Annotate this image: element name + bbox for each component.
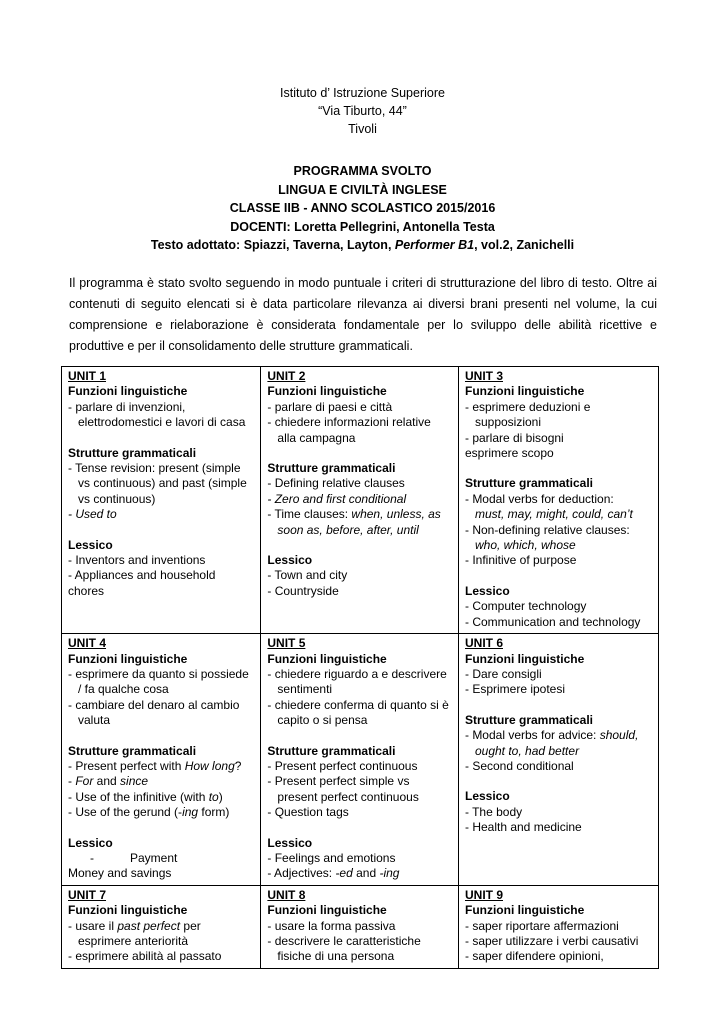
unit-title: UNIT 4 [68,636,107,651]
unit-title: UNIT 9 [464,887,503,902]
list-item: - Question tags [267,805,349,820]
textbook-title: Performer B1 [394,238,475,252]
functions-label: Funzioni linguistiche [464,651,585,666]
unit-title: UNIT 8 [267,887,306,902]
intro-paragraph: Il programma è stato svolto seguendo in modo puntuale i criteri di strutturazione del libro di testo. Oltre ai contenuti di seguito elencati si è data particolare rilevanza ai diversi brani presenti nel volume, la cui comprensione e rielaborazione è considerata fondamentale per lo sviluppo delle abilità ricettive e produttive e per il consolidamento delle strutture grammaticali. [69,276,657,353]
unit-title: UNIT 2 [267,369,306,383]
functions-label: Funzioni linguistiche [267,903,387,918]
list-item: - parlare di invenzioni, elettrodomestici e lavori di casa [68,399,246,430]
functions-label: Funzioni linguistiche [68,903,188,918]
program-subject: LINGUA E CIVILTÀ INGLESE [278,182,447,197]
program-teachers: DOCENTI: Loretta Pellegrini, Antonella Testa [230,219,495,234]
list-item-text: Payment [130,850,178,865]
list-item: - Use of the infinitive (with to) [68,789,223,804]
school-header [0,84,725,138]
list-item: - Esprimere ipotesi [464,682,566,697]
list-item: who, which, whose [474,538,576,553]
textbook-prefix: Testo adottato: Spiazzi, Taverna, Layton, [150,238,395,252]
list-item: - Tense revision: present (simple vs continuous) and past (simple vs continuous) [68,461,247,506]
school-name: Istituto d’ Istruzione Superiore [280,86,445,100]
program-title: PROGRAMMA SVOLTO [293,164,432,178]
structures-label: Strutture grammaticali [267,461,396,476]
table-row [62,634,659,886]
list-item: - Computer technology [464,599,587,614]
list-item: esprimere scopo [464,446,554,461]
unit-cell-8 [261,885,459,968]
unit-cell-4 [62,634,261,886]
list-item: - Modal verbs for deduction: [464,491,614,506]
list-item: - For and since [68,774,149,789]
list-item: - descrivere le caratteristiche fisiche di una persona [267,934,421,964]
list-item: - Modal verbs for advice: should, ought to, had better [464,728,639,758]
vocabulary-label: Lessico [68,835,113,850]
table-row [62,367,659,634]
list-item: - Adjectives: -ed and -ing [267,866,400,881]
list-item: - Inventors and inventions [68,553,206,568]
list-item: - Second conditional [464,758,574,773]
list-item: - Non-defining relative clauses: [464,522,630,537]
list-item: - Town and city [267,568,348,583]
structures-label: Strutture grammaticali [267,743,396,758]
unit-cell-1 [62,367,261,634]
list-item: - usare la forma passiva [267,918,396,933]
unit-cell-9 [458,885,658,968]
list-item: - chiedere riguardo a e descrivere sentimenti [267,666,447,697]
list-item: - Dare consigli [464,666,542,681]
list-item: - Feelings and emotions [267,850,396,865]
list-dash: - [90,850,94,865]
functions-label: Funzioni linguistiche [267,384,387,399]
structures-label: Strutture grammaticali [464,476,594,491]
list-item: - esprimere da quanto si possiede / fa qualche cosa [68,666,249,697]
vocabulary-label: Lessico [267,553,313,568]
list-item: - Time clauses: when, unless, as soon as, before, after, until [267,507,441,537]
functions-label: Funzioni linguistiche [68,651,188,666]
list-item: - Infinitive of purpose [464,553,577,568]
list-item: - Present perfect continuous [267,758,418,773]
list-item: - parlare di paesi e città [267,399,393,414]
list-item: - Health and medicine [464,820,582,835]
list-item [68,851,254,866]
list-item: - Defining relative clauses [267,476,405,491]
list-item: - saper riportare affermazioni [464,918,619,933]
unit-title: UNIT 5 [267,636,306,651]
list-item: - saper utilizzare i verbi causativi [464,934,639,948]
program-class-year: CLASSE IIB - ANNO SCOLASTICO 2015/2016 [229,201,496,215]
unit-cell-6 [458,634,658,886]
unit-cell-2 [261,367,459,634]
list-item: - esprimere abilità al passato [68,949,222,964]
list-item: - Used to [68,507,117,522]
table-row [62,885,659,968]
structures-label: Strutture grammaticali [464,712,594,727]
list-item: - parlare di bisogni [464,430,564,445]
program-heading [0,162,725,255]
list-item: - Appliances and household [68,568,216,583]
program-textbook [0,236,725,255]
list-item: - Zero and first conditional [267,491,407,506]
list-item: - Countryside [267,583,339,598]
vocabulary-label: Lessico [464,789,510,804]
functions-label: Funzioni linguistiche [464,903,585,918]
unit-title: UNIT 3 [464,369,503,383]
syllabus-table [61,366,659,969]
functions-label: Funzioni linguistiche [267,651,387,666]
list-item: - Communication and technology [464,614,641,629]
unit-title: UNIT 6 [464,636,503,651]
list-item: - Present perfect with How long? [68,758,242,773]
structures-label: Strutture grammaticali [68,445,197,460]
list-item: - chiedere conferma di quanto si è capito o si pensa [267,697,449,728]
list-item: Money and savings [68,866,172,881]
list-item: must, may, might, could, can’t [474,507,633,522]
vocabulary-label: Lessico [464,583,510,598]
unit-cell-5 [261,634,459,886]
functions-label: Funzioni linguistiche [68,384,188,399]
list-item: - The body [464,804,523,819]
list-item: - chiedere informazioni relative alla campagna [267,415,431,445]
unit-cell-3 [458,367,658,634]
list-item: - esprimere deduzioni e supposizioni [464,399,591,430]
vocabulary-label: Lessico [267,835,313,850]
vocabulary-label: Lessico [68,537,113,552]
textbook-suffix: , vol.2, Zanichelli [474,238,575,252]
list-item: - cambiare del denaro al cambio valuta [68,697,240,728]
list-item: chores [68,583,105,598]
list-item: - saper difendere opinioni, [464,949,604,964]
structures-label: Strutture grammaticali [68,743,197,758]
list-item: - Present perfect simple vs present perfect continuous [267,774,419,804]
school-address: “Via Tiburto, 44” [318,104,407,118]
list-item: - Use of the gerund (-ing form) [68,805,230,820]
unit-cell-7 [62,885,261,968]
school-city: Tivoli [348,122,377,136]
functions-label: Funzioni linguistiche [464,384,585,399]
unit-title: UNIT 7 [68,887,107,902]
list-item: - usare il past perfect per esprimere anteriorità [68,918,201,948]
unit-title: UNIT 1 [68,369,107,383]
